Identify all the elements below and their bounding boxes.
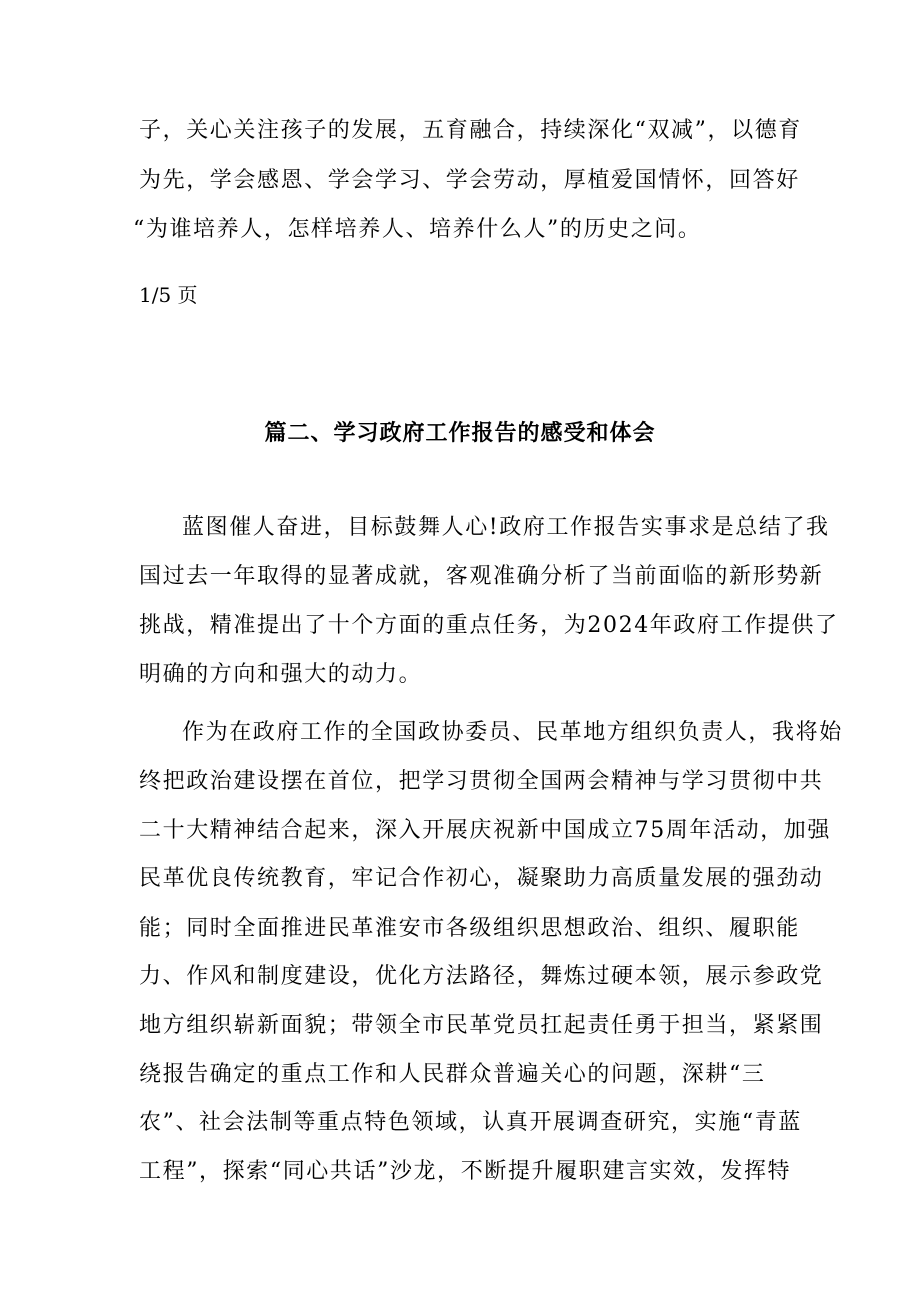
paragraph-line: 国过去一年取得的显著成就，客观准确分析了当前面临的新形势新 [139, 564, 824, 589]
paragraph-line: 地方组织崭新面貌；带领全市民革党员扛起责任勇于担当，紧紧围 [139, 1013, 824, 1038]
paragraph-line: 二十大精神结合起来，深入开展庆祝新中国成立75周年活动，加强 [139, 818, 831, 843]
paragraph-line: 蓝图催人奋进，目标鼓舞人心!政府工作报告实事求是总结了我 [182, 515, 830, 540]
paragraph-line: 为先，学会感恩、学会学习、学会劳动，厚植爱国情怀，回答好 [139, 168, 800, 193]
paragraph-line: 明确的方向和强大的动力。 [139, 662, 423, 687]
paragraph-line: 绕报告确定的重点工作和人民群众普遍关心的问题，深耕“三 [139, 1062, 766, 1087]
paragraph-line: 力、作风和制度建设，优化方法路径，舞炼过硬本领，展示参政党 [139, 964, 824, 989]
paragraph-line: 工程”，探索“同心共话”沙龙，不断提升履职建言实效，发挥特 [139, 1159, 792, 1184]
paragraph-line: 挑战，精准提出了十个方面的重点任务，为2024年政府工作提供了 [139, 613, 839, 638]
paragraph-line: 终把政治建设摆在首位，把学习贯彻全国两会精神与学习贯彻中共 [139, 769, 824, 794]
paragraph-line: 子，关心关注孩子的发展，五育融合，持续深化“双减”，以德育 [139, 118, 802, 143]
paragraph-line: 民革优良传统教育，牢记合作初心，凝聚助力高质量发展的强劲动 [139, 866, 824, 891]
paragraph-line: 作为在政府工作的全国政协委员、民革地方组织负责人，我将始 [182, 720, 843, 745]
section-title: 篇二、学习政府工作报告的感受和体会 [264, 420, 656, 446]
paragraph-line: 能；同时全面推进民革淮安市各级组织思想政治、组织、履职能 [139, 916, 800, 941]
paragraph-line: “为谁培养人，怎样培养人、培养什么人”的历史之问。 [133, 217, 702, 242]
page-number: 1/5 页 [139, 283, 198, 307]
paragraph-line: 农”、社会法制等重点特色领域，认真开展调查研究，实施“青蓝 [139, 1110, 802, 1135]
